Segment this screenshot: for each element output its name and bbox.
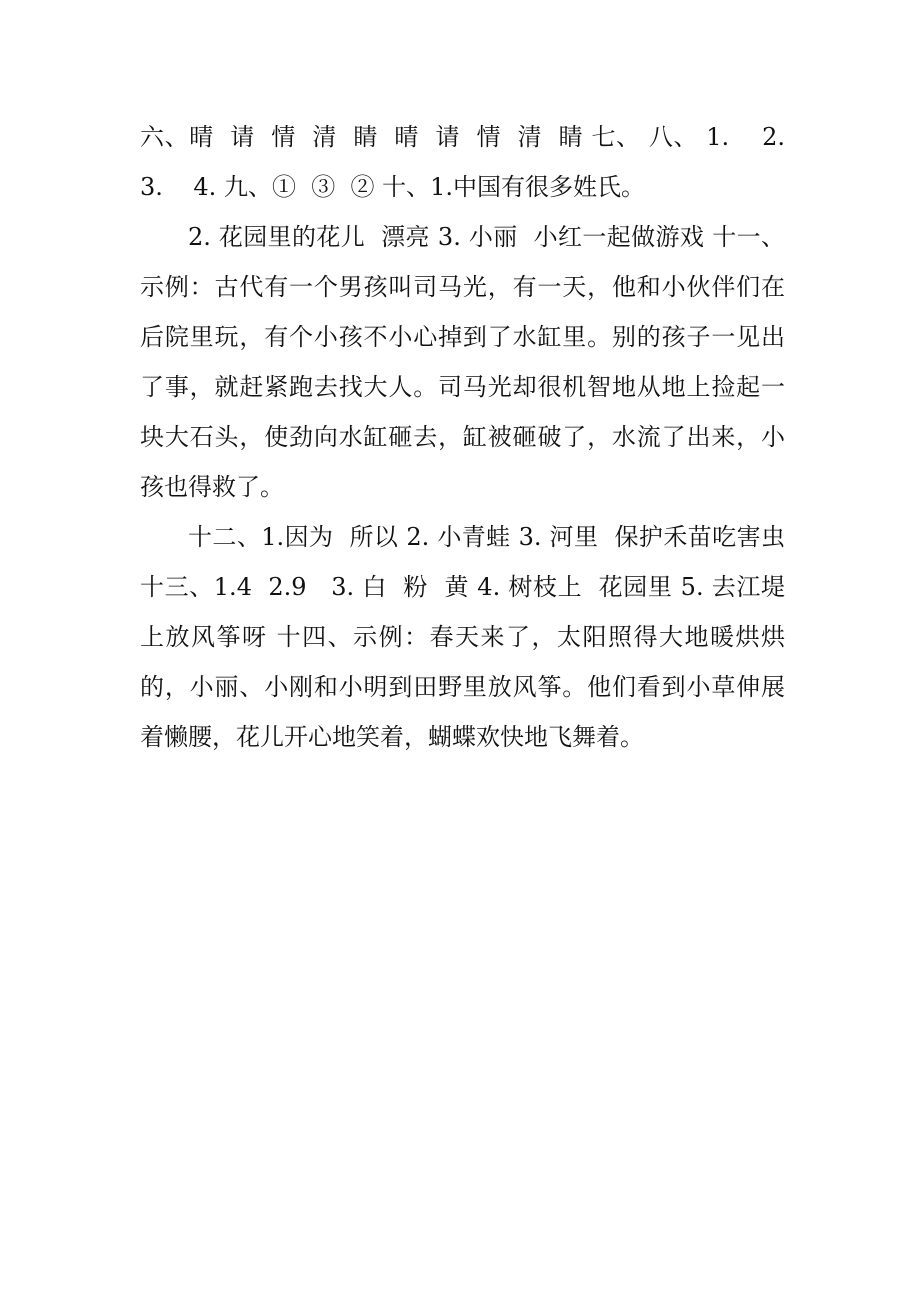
paragraph-answers-6-to-10: 六、晴 请 情 清 睛 晴 请 情 清 睛 七、 八、 1. 2. 3. 4. 九、① ③ ② 十、1.中国有很多姓氏。: [140, 123, 816, 201]
paragraph-answers-10-to-11: 2. 花园里的花儿 漂亮 3. 小丽 小红一起做游戏 十一、示例：古代有一个男孩叫司马光，有一天，他和小伙伴们在后院里玩，有个小孩不小心掉到了水缸里。别的孩子一见出了事，就赶紧跑去找大人。司马光却很机智地从地上捡起一块大石头，使劲向水缸砸去，缸被砸破了，水流了出来，小孩也得救了。: [140, 223, 785, 501]
paragraph-answers-12-to-14: 十二、1.因为 所以 2. 小青蛙 3. 河里 保护禾苗吃害虫 十三、1.4 2.9 3. 白 粉 黄 4. 树枝上 花园里 5. 去江堤上放风筝呀 十四、示例：春天来了，太阳照得大地暖烘烘的，小丽、小刚和小明到田野里放风筝。他们看到小草伸展着懒腰，花儿开心地笑着，蝴蝶欢快地飞舞着。: [140, 523, 793, 751]
answer-text-block: [140, 112, 816, 762]
